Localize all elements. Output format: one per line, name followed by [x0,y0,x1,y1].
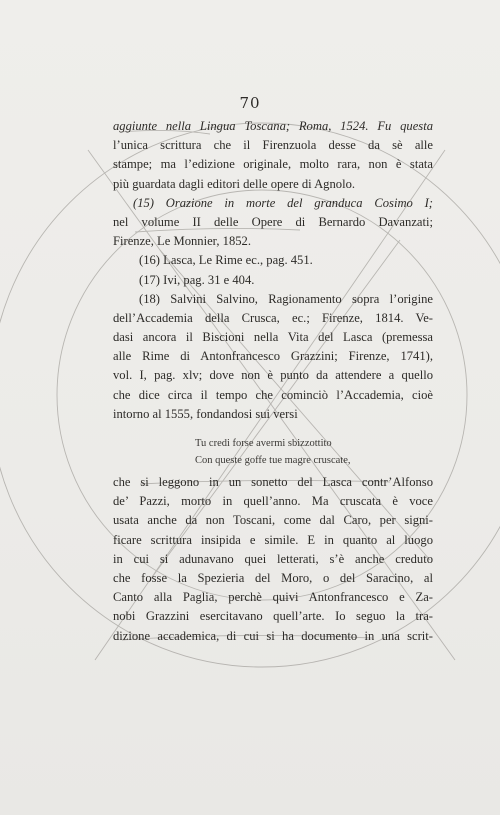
text-line: dizione accademica, di cui si ha documento in una scrit- [113,628,433,643]
verse-line: Con queste goffe tue magre cruscate, [195,455,351,466]
text-line: usata anche da non Toscani, come dal Caro, per signi- [113,513,433,528]
footnote-18: (18) Salvini Salvino, Ragionamento sopra l’origine [139,291,433,306]
text-line: nobi Grazzini esercitavano quell’arte. Io seguo la tra- [113,609,433,624]
text-line: dell’Accademia della Crusca, ec.; Firenze, 1814. Ve- [113,310,433,325]
text-line: che fosse la Spezieria del Moro, o del Saracino, al [113,570,433,585]
text-line: alle Rime di Antonfrancesco Grazzini; Firenze, 1741), [113,349,433,364]
text-line: ficare scrittura insipida e simile. E in quanto al luogo [113,532,433,547]
verse-quotation [195,435,351,469]
text-line: dasi ancora il Biscioni nella Vita del Lasca (premessa [113,330,433,345]
footnote-15: (15) Orazione in morte del granduca Cosimo I; [133,195,433,210]
text-line: l’unica scrittura che il Firenzuola desse da sè alle [113,138,433,153]
footnote-17: (17) Ivi, pag. 31 e 404. [139,272,255,287]
text-line: nel volume II delle Opere di Bernardo Davanzati; [113,214,433,229]
main-text [113,117,433,424]
text-line: aggiunte nella Lingua Toscana; Roma, 1524. Fu questa [113,119,433,133]
footnote-16: (16) Lasca, Le Rime ec., pag. 451. [139,253,313,268]
text-line: vol. I, pag. xlv; dove non è punto da attendere a quello [113,368,433,383]
text-line: de’ Pazzi, morto in quell’anno. Ma cruscata è voce [113,494,433,509]
text-line: che si leggono in un sonetto del Lasca contr’Alfonso [113,475,433,489]
continued-text [113,473,433,646]
text-line: Firenze, Le Monnier, 1852. [113,234,251,249]
text-line: che dice circa il tempo che cominciò l’Accademia, cioè [113,387,433,402]
page-number: 70 [239,94,261,112]
verse-line: Tu credi forse avermi sbizzottito [195,438,332,449]
text-line: stampe; ma l’edizione originale, molto rara, non è stata [113,157,433,172]
text-line: Canto alla Paglia, perchè quivi Antonfrancesco e Za- [113,590,433,605]
text-line: in cui si adunavano quei letterati, s’è anche creduto [113,551,433,566]
text-line: più guardata dagli editori delle opere di Agnolo. [113,176,356,191]
text-line: intorno al 1555, fondandosi sui versi [113,406,298,421]
